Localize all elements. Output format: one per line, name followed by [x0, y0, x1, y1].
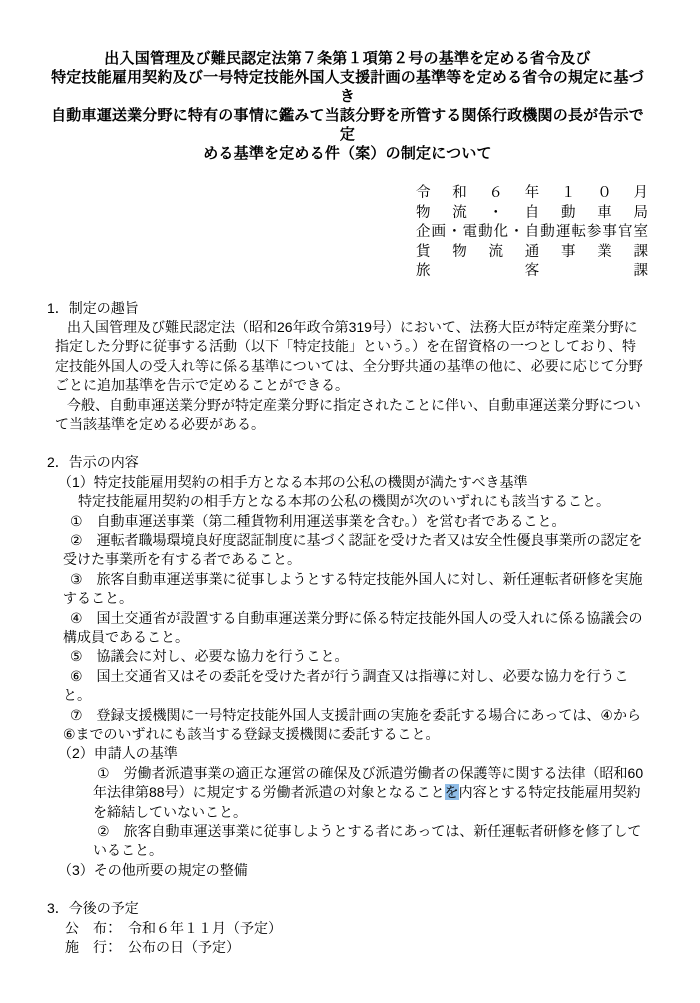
section-2-sub-2-title: （2）申請人の基準 [58, 745, 178, 762]
schedule-promulgation: 公 布： 令和６年１１月（予定） [65, 919, 282, 936]
schedule-enforcement: 施 行： 公布の日（予定） [65, 939, 240, 956]
section-1-paragraph-2: 今般、自動車運送業分野が特定産業分野に指定されたことに伴い、自動車運送業分野について当該基準を定める必要がある。 [55, 396, 641, 432]
list-item-2: ② 運転者職場環境良好度認証制度に基づく認証を受けた者又は安全性優良事業所の認定を受けた事業所を有する者であること。 [63, 531, 643, 568]
list-item-1: ① 自動車運送事業（第二種貨物利用運送事業を含む。）を営む者であること。 [70, 512, 566, 529]
document-title-line-4: める基準を定める件（案）の制定について [203, 145, 492, 162]
document-date: 令和６年１０月 [416, 185, 648, 201]
list-item-5: ⑤ 協議会に対し、必要な協力を行うこと。 [70, 648, 349, 665]
applicant-item-1-text-after: 内容とする特定技能雇用契約を締結していないこと。 [93, 784, 641, 820]
list-item-3: ③ 旅客自動車運送事業に従事しようとする特定技能外国人に対し、新任運転者研修を実施すること。 [63, 570, 643, 607]
section-2-sub-1-title: （1）特定技能雇用契約の相手方となる本邦の公私の機関が満たすべき基準 [58, 473, 528, 490]
list-item-4: ④ 国土交通省が設置する自動車運送業分野に係る特定技能外国人の受入れに係る協議会の構成員であること。 [63, 609, 643, 645]
list-item-7: ⑦ 登録支援機関に一号特定技能外国人支援計画の実施を委託する場合にあっては、④から⑥までのいずれにも該当する登録支援機関に委託すること。 [63, 706, 641, 743]
section-1-paragraph-1: 出入国管理及び難民認定法（昭和26年政令第319号）において、法務大臣が特定産業分野に指定した分野に従事する活動（以下「特定技能」という。）を在留資格の一つとしており、特定技能外国人の受入れ等に係る基準については、全分野共通の基準の他に、必要に応じて分野ごとに追加基準を告示で定めることができる。 [55, 318, 643, 394]
office-name-1: 企画・電動化・自動運転参事官室 [416, 224, 648, 240]
office-block [416, 184, 648, 282]
office-name-3: 旅客課 [416, 263, 648, 279]
section-2-heading: 2．告示の内容 [47, 454, 139, 471]
section-3-heading: 3．今後の予定 [47, 900, 139, 917]
section-2-sub-3-title: （3）その他所要の規定の整備 [58, 861, 248, 878]
list-item-6: ⑥ 国土交通省又はその委託を受けた者が行う調査又は指導に対し、必要な協力を行うこと。 [63, 667, 629, 704]
document-title-line-1: 出入国管理及び難民認定法第７条第１項第２号の基準を定める省令及び [104, 50, 591, 67]
section-2-sub-1-lead: 特定技能雇用契約の相手方となる本邦の公私の機関が次のいずれにも該当すること。 [78, 493, 610, 510]
applicant-item-1-text-before: ① 労働者派遣事業の適正な運営の確保及び派遣労働者の保護等に関する法律（昭和60年法律第88号）に規定する労働者派遣の対象となること [93, 764, 644, 801]
list-item-applicant-2: ② 旅客自動車運送事業に従事しようとする者にあっては、新任運転者研修を修了していること。 [93, 823, 642, 859]
highlighted-text: を [444, 784, 459, 801]
section-1-heading: 1．制定の趣旨 [47, 299, 139, 316]
document-title-line-2: 特定技能雇用契約及び一号特定技能外国人支援計画の基準等を定める省令の規定に基づき [51, 69, 644, 105]
list-item-applicant-1 [93, 764, 648, 822]
bureau-name: 物流・自動車局 [416, 204, 648, 221]
document-title [47, 49, 648, 163]
document-body [47, 299, 648, 958]
document-title-line-3: 自動車運送業分野に特有の事情に鑑みて当該分野を所管する関係行政機関の長が告示で定 [51, 107, 644, 143]
office-name-2: 貨物流通事業課 [416, 243, 648, 260]
